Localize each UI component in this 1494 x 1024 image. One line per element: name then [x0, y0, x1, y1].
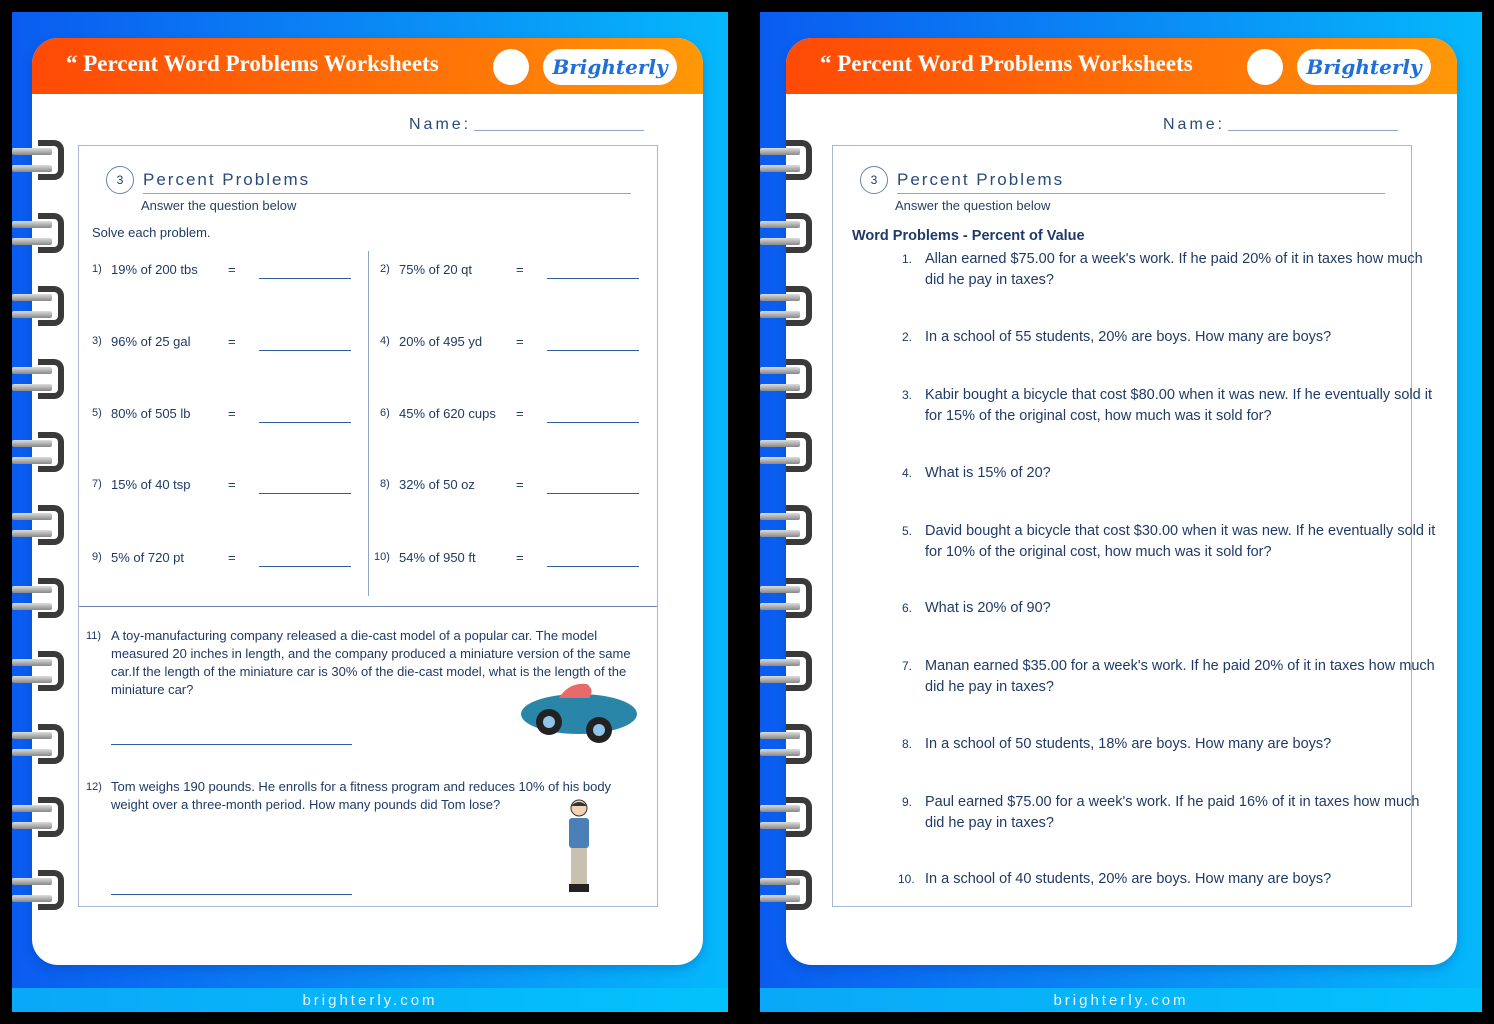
problem-text: In a school of 50 students, 18% are boys. How many are boys?: [925, 736, 1332, 752]
word-problem: [902, 521, 1440, 563]
section-divider: [79, 606, 657, 607]
problem-text: In a school of 40 students, 20% are boys. How many are boys?: [925, 871, 1332, 887]
worksheet-right: [760, 12, 1482, 1012]
problem-number: 3): [92, 335, 102, 347]
equals-sign: =: [516, 262, 524, 277]
circle-decoration: [1247, 49, 1283, 85]
answer-line[interactable]: [547, 493, 639, 494]
equals-sign: =: [516, 550, 524, 565]
binding-ring: [760, 213, 813, 253]
worksheet-title: “ Percent Word Problems Worksheets: [66, 51, 439, 76]
problem-text: 96% of 25 gal: [111, 334, 191, 349]
problem-text: David bought a bicycle that cost $30.00 when it was new. If he eventually sold it for 10% of the original cost, how much was it sold for?: [925, 523, 1436, 560]
binding-ring: [12, 432, 65, 472]
answer-line[interactable]: [259, 422, 351, 423]
problem-text: What is 20% of 90?: [925, 600, 1051, 616]
section-number: 3: [860, 166, 888, 194]
binding-ring: [760, 286, 813, 326]
word-problem: [902, 249, 1440, 291]
answer-line-11[interactable]: [111, 744, 352, 745]
problem-number: 12): [86, 781, 102, 793]
problem-text: Tom weighs 190 pounds. He enrolls for a fitness program and reduces 10% of his body weight over a three-month period. How many pounds did Tom lose?: [111, 779, 612, 812]
binding-ring: [760, 724, 813, 764]
word-problem: [902, 385, 1440, 427]
answer-line[interactable]: [547, 278, 639, 279]
problem-number: 3.: [902, 388, 913, 402]
problem-number: 2): [380, 263, 390, 275]
problem-number: 2.: [902, 330, 913, 344]
worksheet-title: “ Percent Word Problems Worksheets: [820, 51, 1193, 76]
problem-text: Paul earned $75.00 for a week's work. If he paid 16% of it in taxes how much did he pay in taxes?: [925, 794, 1420, 831]
header-bar: [786, 38, 1457, 94]
worksheet-left: [12, 12, 728, 1012]
binding-ring: [760, 651, 813, 691]
binding-ring: [12, 870, 65, 910]
name-label: Name:: [409, 116, 472, 133]
equals-sign: =: [516, 406, 524, 421]
problem-text: 75% of 20 qt: [399, 262, 472, 277]
word-problem: [902, 734, 1440, 755]
circle-decoration: [493, 49, 529, 85]
problem-text: Manan earned $35.00 for a week's work. If he paid 20% of it in taxes how much did he pay in taxes?: [925, 658, 1435, 695]
problem-text: A toy-manufacturing company released a die-cast model of a popular car. The model measured 20 inches in length, and the company produced a miniature version of the same car.If the length of the miniature car is 30% of the die-cast model, what is the length of the miniature car?: [111, 628, 631, 697]
word-problem: [902, 656, 1440, 698]
problem-number: 1): [92, 263, 102, 275]
section-subtitle: Answer the question below: [895, 198, 1051, 213]
equals-sign: =: [228, 334, 236, 349]
problem-number: 7): [92, 478, 102, 490]
binding-ring: [760, 797, 813, 837]
divider: [143, 193, 631, 194]
problem-text: 20% of 495 yd: [399, 334, 483, 349]
binding-ring: [12, 140, 65, 180]
footer-site[interactable]: brighterly.com: [302, 992, 438, 1009]
problem-box: [78, 145, 658, 907]
answer-line[interactable]: [259, 566, 351, 567]
toy-car-illustration: [519, 676, 641, 746]
binding-ring: [12, 651, 65, 691]
binding-ring: [12, 724, 65, 764]
problem-text: In a school of 55 students, 20% are boys. How many are boys?: [925, 329, 1332, 345]
answer-line[interactable]: [547, 422, 639, 423]
binding-ring: [760, 432, 813, 472]
section-number: 3: [106, 166, 134, 194]
binding-ring: [12, 505, 65, 545]
problem-text: 45% of 620 cups: [399, 406, 496, 421]
problem-number: 7.: [902, 659, 913, 673]
binding-ring: [12, 286, 65, 326]
problem-number: 5.: [902, 524, 913, 538]
problem-text: Kabir bought a bicycle that cost $80.00 when it was new. If he eventually sold it for 15% of the original cost, how much was it sold for?: [925, 387, 1432, 424]
brighterly-logo: Brighterly: [543, 49, 677, 85]
footer-site[interactable]: brighterly.com: [1053, 992, 1189, 1009]
problem-text: Allan earned $75.00 for a week's work. If he paid 20% of it in taxes how much did he pay in taxes?: [925, 251, 1423, 288]
problem-text: 32% of 50 oz: [399, 477, 475, 492]
binding-ring: [12, 578, 65, 618]
section-title: Percent Problems: [897, 170, 1065, 189]
problem-box: [832, 145, 1436, 907]
equals-sign: =: [516, 477, 524, 492]
answer-line[interactable]: [259, 278, 351, 279]
problem-number: 11): [86, 630, 102, 642]
equals-sign: =: [228, 406, 236, 421]
binding-ring: [12, 359, 65, 399]
problem-number: 8): [380, 478, 390, 490]
problem-number: 1.: [902, 252, 913, 266]
instruction: Solve each problem.: [92, 225, 211, 240]
problem-number: 10): [374, 551, 390, 563]
problem-text: What is 15% of 20?: [925, 465, 1051, 481]
answer-line[interactable]: [547, 566, 639, 567]
name-field[interactable]: [474, 130, 644, 131]
equals-sign: =: [228, 262, 236, 277]
binding-ring: [760, 359, 813, 399]
answer-line[interactable]: [259, 350, 351, 351]
problem-text: 54% of 950 ft: [399, 550, 476, 565]
problem-text: 80% of 505 lb: [111, 406, 191, 421]
word-problem: [902, 598, 1440, 619]
problem-number: 4.: [902, 466, 913, 480]
problem-number: 4): [380, 335, 390, 347]
word-problem: [902, 327, 1440, 348]
word-problem: [902, 463, 1440, 484]
answer-line[interactable]: [259, 493, 351, 494]
problem-number: 9): [92, 551, 102, 563]
binding-ring: [760, 870, 813, 910]
binding-ring: [760, 505, 813, 545]
equals-sign: =: [228, 550, 236, 565]
worksheet-page: [32, 38, 703, 965]
name-label: Name:: [1163, 116, 1226, 133]
answer-line[interactable]: [547, 350, 639, 351]
binding-ring: [760, 140, 813, 180]
problem-text: 15% of 40 tsp: [111, 477, 191, 492]
problem-number: 9.: [902, 795, 913, 809]
column-divider: [368, 251, 369, 596]
binding-ring: [12, 213, 65, 253]
section-title: Percent Problems: [143, 170, 311, 189]
binding-ring: [760, 578, 813, 618]
problem-text: 19% of 200 tbs: [111, 262, 198, 277]
word-problem: [902, 792, 1440, 834]
problem-number: 5): [92, 407, 102, 419]
problem-number: 10.: [898, 872, 915, 886]
section-subtitle: Answer the question below: [141, 198, 297, 213]
brighterly-logo: Brighterly: [1297, 49, 1431, 85]
boy-illustration: [563, 798, 595, 898]
binding-ring: [12, 797, 65, 837]
problem-text: 5% of 720 pt: [111, 550, 184, 565]
divider: [897, 193, 1385, 194]
word-problems-heading: Word Problems - Percent of Value: [852, 228, 1085, 244]
header-bar: [32, 38, 703, 94]
problem-number: 6): [380, 407, 390, 419]
problem-number: 8.: [902, 737, 913, 751]
word-problem: [898, 869, 1440, 890]
equals-sign: =: [516, 334, 524, 349]
answer-line-12[interactable]: [111, 894, 352, 895]
equals-sign: =: [228, 477, 236, 492]
problem-number: 6.: [902, 601, 913, 615]
worksheet-page: [786, 38, 1457, 965]
name-field[interactable]: [1228, 130, 1398, 131]
